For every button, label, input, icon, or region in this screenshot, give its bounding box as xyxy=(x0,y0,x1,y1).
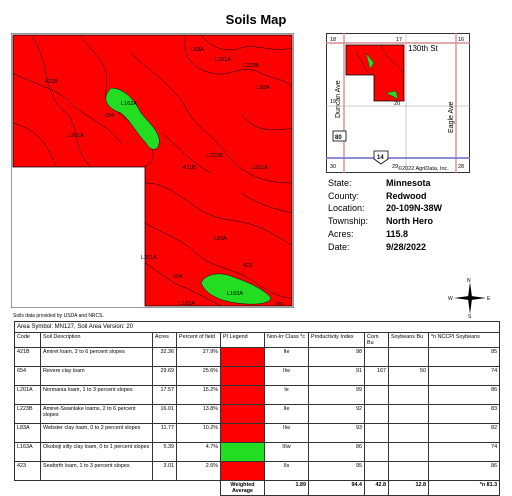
pi-legend-swatch xyxy=(221,367,265,386)
cell-pct: 13.8% xyxy=(177,405,221,424)
cell-soy xyxy=(389,424,429,443)
table-row xyxy=(15,443,500,462)
cell-pi: 92 xyxy=(309,405,365,424)
cell-corn xyxy=(365,386,389,405)
cell-soy xyxy=(389,443,429,462)
section-30: 30 xyxy=(330,164,337,170)
cell-nccpi: 86 xyxy=(429,386,500,405)
cell-class: IIe xyxy=(265,405,309,424)
map-label-l83a: L83A xyxy=(257,85,270,91)
cell-soy xyxy=(389,405,429,424)
avg-pi: 94.4 xyxy=(309,481,365,496)
cell-acres: 16.01 xyxy=(153,405,177,424)
location-info xyxy=(328,177,442,253)
cell-nccpi: 82 xyxy=(429,424,500,443)
soil-table xyxy=(14,321,500,496)
map-label-421b: 421B xyxy=(45,79,58,85)
cell-code: L163A xyxy=(15,443,41,462)
table-row xyxy=(15,348,500,367)
column-header: Non-Irr Class *c xyxy=(265,333,309,348)
info-row xyxy=(328,177,442,190)
legend-color xyxy=(221,462,264,480)
svg-text:14: 14 xyxy=(377,155,384,161)
map-label-654: 654 xyxy=(173,274,183,280)
cell-acres: 11.77 xyxy=(153,424,177,443)
page-title: Soils Map xyxy=(225,12,287,27)
cell-code: L223B xyxy=(15,405,41,424)
map-label-l201a: L201A xyxy=(215,57,231,63)
cell-class: IIw xyxy=(265,424,309,443)
road-label-130th-st: 130th St xyxy=(408,44,438,53)
map-label-l163a: L163A xyxy=(121,101,137,107)
cell-acres: 5.39 xyxy=(153,443,177,462)
cell-soy xyxy=(389,386,429,405)
info-value: 20-109N-38W xyxy=(386,203,443,214)
cell-acres: 3.01 xyxy=(153,462,177,481)
column-header: Code xyxy=(15,333,41,348)
map-label-l201a: L201A xyxy=(141,255,157,261)
cell-corn xyxy=(365,348,389,367)
map-label-l83a: L83A xyxy=(191,47,204,53)
cell-nccpi: 83 xyxy=(429,405,500,424)
table-row xyxy=(15,424,500,443)
cell-class: Ie xyxy=(265,386,309,405)
avg-corn: 42.8 xyxy=(365,481,389,496)
column-header: Soil Description xyxy=(41,333,153,348)
cell-desc: Revere clay loam xyxy=(41,367,153,386)
cell-code: L201A xyxy=(15,386,41,405)
cell-nccpi: 74 xyxy=(429,367,500,386)
column-header: PI Legend xyxy=(221,333,265,348)
cell-corn: 167 xyxy=(365,367,389,386)
cell-pct: 10.2% xyxy=(177,424,221,443)
map-label-421b: 421B xyxy=(183,165,196,171)
cell-code: 421B xyxy=(15,348,41,367)
inset-copyright: ©2022 AgriData, Inc. xyxy=(398,166,449,172)
cell-pct: 15.2% xyxy=(177,386,221,405)
section-16: 16 xyxy=(458,37,465,43)
info-label: Acres: xyxy=(328,228,354,239)
avg-nccpi: *n 81.3 xyxy=(429,481,500,496)
pi-legend-swatch xyxy=(221,443,265,462)
cell-nccpi: 85 xyxy=(429,348,500,367)
cell-soy xyxy=(389,348,429,367)
compass-e-label: E xyxy=(487,296,491,302)
avg-class: 1.89 xyxy=(265,481,309,496)
cell-desc: Seaforth loam, 1 to 3 percent slopes xyxy=(41,462,153,481)
cell-corn xyxy=(365,462,389,481)
cell-pi: 86 xyxy=(309,443,365,462)
map-label-l223b: L223B xyxy=(207,153,223,159)
cell-desc: Amiret-Swanlake loams, 2 to 6 percent slopes xyxy=(41,405,153,424)
cell-corn xyxy=(365,405,389,424)
info-row xyxy=(328,215,442,228)
pi-legend-swatch xyxy=(221,462,265,481)
area-symbol: Area Symbol: MN127, Soil Area Version: 20 xyxy=(15,322,500,333)
cell-pct: 2.6% xyxy=(177,462,221,481)
cell-acres: 32.36 xyxy=(153,348,177,367)
cell-corn xyxy=(365,424,389,443)
column-header: Soybeans Bu xyxy=(389,333,429,348)
table-row xyxy=(15,462,500,481)
cell-nccpi: 86 xyxy=(429,462,500,481)
table-row xyxy=(15,386,500,405)
svg-text:80: 80 xyxy=(335,135,342,141)
cell-desc: Webster clay loam, 0 to 2 percent slopes xyxy=(41,424,153,443)
cell-pi: 99 xyxy=(309,386,365,405)
info-row xyxy=(328,241,442,254)
cell-desc: Amiret loam, 2 to 6 percent slopes xyxy=(41,348,153,367)
section-19: 19 xyxy=(330,99,337,105)
cell-pi: 98 xyxy=(309,348,365,367)
column-header: Corn Bu xyxy=(365,333,389,348)
cell-class: IIe xyxy=(265,348,309,367)
locator-map[interactable] xyxy=(326,33,470,173)
map-label-l163a: L163A xyxy=(179,301,195,307)
map-label-l201a: L201A xyxy=(68,133,84,139)
cell-pi: 91 xyxy=(309,367,365,386)
compass-rose xyxy=(448,278,492,318)
info-value: 9/28/2022 xyxy=(386,241,427,252)
column-header: *n NCCPI Soybeans xyxy=(429,333,500,348)
info-row xyxy=(328,202,442,215)
section-29: 29 xyxy=(392,164,399,170)
cell-class: IIIw xyxy=(265,443,309,462)
compass-s-label: S xyxy=(468,314,472,318)
pi-legend-swatch xyxy=(221,348,265,367)
road-label-duncan-ave: Duncan Ave xyxy=(335,80,342,118)
legend-color xyxy=(221,424,264,442)
cell-pct: 25.6% xyxy=(177,367,221,386)
table-header-row xyxy=(15,333,500,348)
map-copyright: Inc. xyxy=(276,301,285,307)
cell-code: L83A xyxy=(15,424,41,443)
pi-legend-swatch xyxy=(221,405,265,424)
info-label: Location: xyxy=(328,203,365,214)
cell-code: 423 xyxy=(15,462,41,481)
info-row xyxy=(328,228,442,241)
map-label-654: 654 xyxy=(105,113,115,119)
map-label-l163a: L163A xyxy=(227,291,243,297)
map-label-l201a: L201A xyxy=(252,165,268,171)
table-row xyxy=(15,367,500,386)
weighted-average-label: Weighted Average xyxy=(221,481,265,496)
cell-pi: 93 xyxy=(309,424,365,443)
section-28: 28 xyxy=(458,164,465,170)
info-value: North Hero xyxy=(386,216,433,227)
info-label: Date: xyxy=(328,241,350,252)
cell-acres: 17.57 xyxy=(153,386,177,405)
cell-nccpi: 74 xyxy=(429,443,500,462)
avg-soy: 12.8 xyxy=(389,481,429,496)
section-17: 17 xyxy=(396,37,403,43)
cell-soy xyxy=(389,462,429,481)
legend-color xyxy=(221,348,264,366)
legend-color xyxy=(221,367,264,385)
info-row xyxy=(328,190,442,203)
weighted-average-row xyxy=(15,481,500,496)
column-header: Percent of field xyxy=(177,333,221,348)
road-label-eagle-ave: Eagle Ave xyxy=(448,101,455,133)
cell-pct: 27.9% xyxy=(177,348,221,367)
pi-legend-swatch xyxy=(221,424,265,443)
cell-class: IIw xyxy=(265,367,309,386)
map-label-l223b: L223B xyxy=(243,63,259,69)
info-value: Redwood xyxy=(386,190,427,201)
legend-color xyxy=(221,386,264,404)
info-value: 115.8 xyxy=(386,228,409,239)
column-header: Acres xyxy=(153,333,177,348)
column-header: Productivity Index xyxy=(309,333,365,348)
pi-legend-swatch xyxy=(221,386,265,405)
soils-map[interactable] xyxy=(11,33,294,308)
cell-pi: 95 xyxy=(309,462,365,481)
cell-corn xyxy=(365,443,389,462)
section-20: 20 xyxy=(394,101,401,107)
info-value: Minnesota xyxy=(386,178,431,188)
map-label-l83a: L83A xyxy=(214,236,227,242)
info-label: County: xyxy=(328,190,360,201)
cell-code: 654 xyxy=(15,367,41,386)
compass-w-label: W xyxy=(448,296,453,302)
source-note: Soils data provided by USDA and NRCS. xyxy=(13,313,104,319)
map-label-423: 423 xyxy=(243,263,253,269)
cell-pct: 4.7% xyxy=(177,443,221,462)
cell-acres: 29.69 xyxy=(153,367,177,386)
info-label: Township: xyxy=(328,216,369,227)
table-row xyxy=(15,405,500,424)
cell-class: IIs xyxy=(265,462,309,481)
section-18: 18 xyxy=(330,37,337,43)
legend-color xyxy=(221,405,264,423)
cell-desc: Okoboji silty clay loam, 0 to 1 percent slopes xyxy=(41,443,153,462)
info-label: State: xyxy=(328,178,352,188)
cell-soy: 50 xyxy=(389,367,429,386)
compass-n-label: N xyxy=(467,278,471,284)
cell-desc: Normania loam, 1 to 3 percent slopes xyxy=(41,386,153,405)
legend-color xyxy=(221,443,264,461)
